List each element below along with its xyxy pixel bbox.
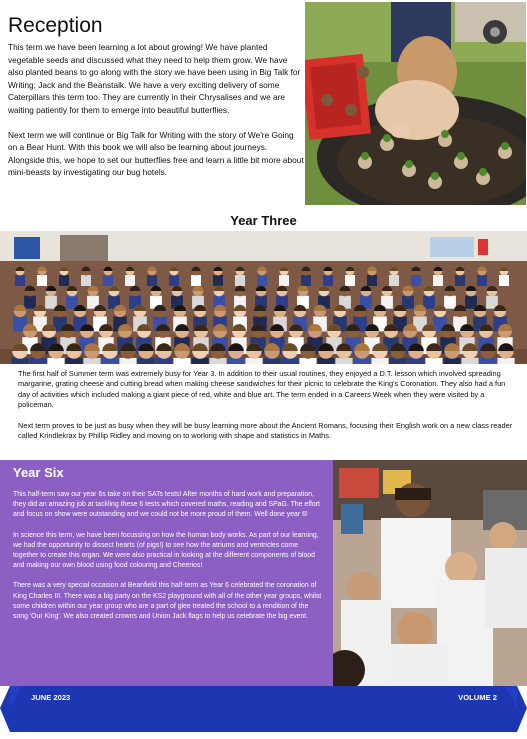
reception-planting-photo — [305, 2, 526, 205]
reception-paragraph-2: Next term we will continue or Big Talk for Writing with the story of We're Going on a Bear Hunt. With this book we will also be learning about journeys. Alongside this, we hope to set our butterflies free and learn a little bit more about mini-beasts by investigating our bug hotels. — [8, 129, 304, 178]
year-three-text — [18, 369, 518, 451]
year-three-class-photo — [0, 231, 527, 364]
year-six-panel — [0, 460, 333, 686]
footer-banner — [0, 686, 527, 732]
year-three-paragraph-2: Next term proves to be just as busy when they will be busy learning more about the Ancient Romans, focusing their English work on a new class reader called Krindlekrax by Phillip Ridley and moving on to working with shape and statistics in Maths. — [18, 420, 513, 441]
year-six-title: Year Six — [13, 465, 64, 480]
reception-paragraph-1: This term we have been learning a lot about growing! We have planted vegetable seeds and discussed what they need to help them grow. We have also planted beans to go along with the story we have been using in Big Talk for Writing; Jack and the Beanstalk. We have a very exciting delivery of some Caterpillars this term too. They are currently in their Chrysalises and we are waiting patiently for them to emerge into beautiful butterflies. — [8, 42, 301, 115]
footer-date: JUNE 2023 — [31, 693, 71, 702]
reception-title: Reception — [8, 14, 103, 37]
year-six-science-photo — [333, 460, 527, 686]
year-six-paragraph-1: This half-term saw our year 6s take on their SATs tests! After months of hard work and preparation, they did an amazing job at tackling these 6 tests which covered maths, reading and SPaG. The effort and focus on show were outstanding and we could not be more proud of them. Well done year 6! — [13, 491, 320, 519]
reception-section — [8, 14, 304, 191]
year-three-heading: Year Three — [230, 213, 297, 228]
year-three-paragraph-1: The first half of Summer term was extremely busy for Year 3. In addition to their usual routines, they enjoyed a D.T. lesson which involved spreading margarine, grating cheese and cutting bread when making cheese sandwiches for their picnic to celebrate the King's Coronation. They also had a fun day of activities which included making a giant piece of red, white and blue art. The term ended in a Careers Week when they were visited by a policeman. — [18, 369, 506, 410]
year-six-paragraph-2: In science this term, we have been focussing on how the human body works. As part of our learning, we had the opportunity to dissect hearts (of pigs!) to see how the atriums and ventricles come together to create this organ. We were also practical in looking at the different components of blood and making our own blood using food colouring and Cheerios! — [13, 531, 319, 570]
footer-volume: VOLUME 2 — [458, 693, 497, 702]
year-six-paragraph-3: There was a very special occasion at Beanfield this half-term as Year 6 celebrated the coronation of King Charles III. There was a big party on the KS2 playground with all of the other year groups, whilst some children within our year group who are a part of glee treated the school to a rendition of the song 'Our King'. We also created crowns and Union Jack flags to help us celebrate the big event. — [13, 582, 322, 621]
